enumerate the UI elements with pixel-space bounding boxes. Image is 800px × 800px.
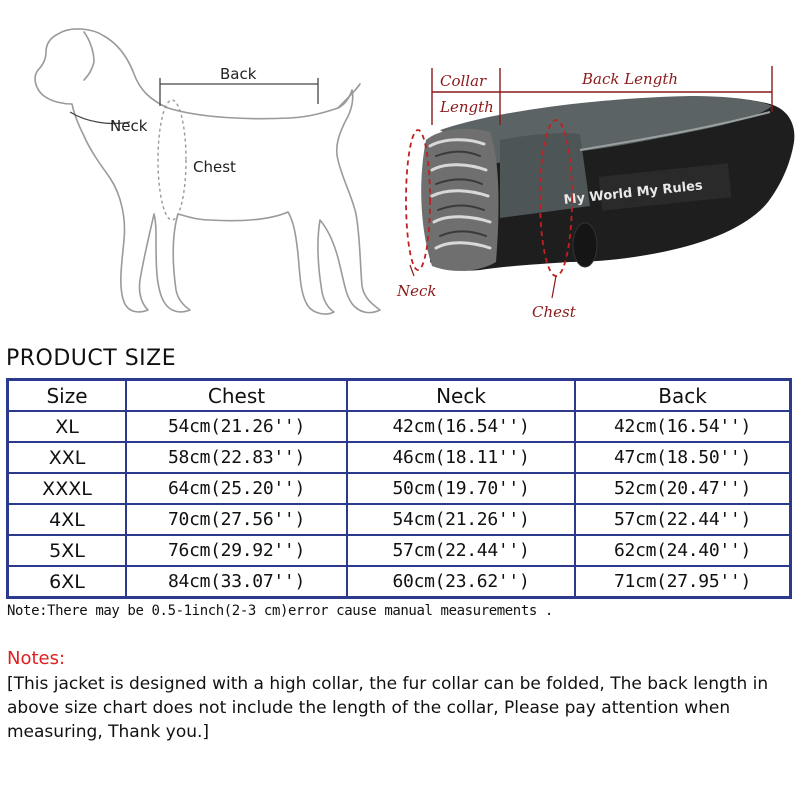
size-cell: 6XL — [8, 566, 127, 598]
measurement-diagram — [0, 0, 800, 340]
chest-cell: 70cm(27.56'') — [126, 504, 347, 535]
jacket-neck-label: Neck — [397, 282, 437, 300]
size-cell: 5XL — [8, 535, 127, 566]
size-table-header-row — [8, 380, 791, 412]
measurement-error-note: Note:There may be 0.5-1inch(2-3 cm)error cause manual measurements . — [7, 603, 553, 619]
chest-cell: 76cm(29.92'') — [126, 535, 347, 566]
jacket-chest-label: Chest — [532, 303, 576, 321]
table-row — [8, 411, 791, 442]
neck-cell: 42cm(16.54'') — [347, 411, 575, 442]
neck-cell: 50cm(19.70'') — [347, 473, 575, 504]
neck-cell: 57cm(22.44'') — [347, 535, 575, 566]
header-chest: Chest — [126, 380, 347, 412]
notes-body: [This jacket is designed with a high collar, the fur collar can be folded, The back length in above size chart does not include the length of the collar, Please pay attention when measuring, Thank you.] — [7, 674, 769, 742]
table-row — [8, 473, 791, 504]
size-cell: XXXL — [8, 473, 127, 504]
dog-chest-label: Chest — [193, 158, 236, 176]
chest-cell: 84cm(33.07'') — [126, 566, 347, 598]
dog-chest-measure-ring — [158, 100, 186, 220]
back-cell: 42cm(16.54'') — [575, 411, 791, 442]
size-cell: XL — [8, 411, 127, 442]
header-back: Back — [575, 380, 791, 412]
notes-title: Notes: — [7, 648, 66, 669]
chest-cell: 58cm(22.83'') — [126, 442, 347, 473]
back-cell: 47cm(18.50'') — [575, 442, 791, 473]
back-cell: 62cm(24.40'') — [575, 535, 791, 566]
back-cell: 57cm(22.44'') — [575, 504, 791, 535]
dog-jacket-illustration — [421, 96, 794, 271]
back-cell: 52cm(20.47'') — [575, 473, 791, 504]
neck-cell: 46cm(18.11'') — [347, 442, 575, 473]
back-length-label: Back Length — [582, 70, 679, 88]
chest-cell: 54cm(21.26'') — [126, 411, 347, 442]
table-row — [8, 442, 791, 473]
chest-cell: 64cm(25.20'') — [126, 473, 347, 504]
table-row — [8, 535, 791, 566]
header-size: Size — [8, 380, 127, 412]
size-table — [6, 378, 792, 599]
size-cell: 4XL — [8, 504, 127, 535]
back-cell: 71cm(27.95'') — [575, 566, 791, 598]
table-row — [8, 566, 791, 598]
table-row — [8, 504, 791, 535]
dog-back-label: Back — [220, 65, 257, 83]
size-cell: XXL — [8, 442, 127, 473]
neck-cell: 60cm(23.62'') — [347, 566, 575, 598]
neck-cell: 54cm(21.26'') — [347, 504, 575, 535]
dog-neck-label: Neck — [110, 117, 148, 135]
product-size-title: PRODUCT SIZE — [6, 346, 177, 371]
jacket-print-text: My World My Rules — [562, 178, 704, 208]
header-neck: Neck — [347, 380, 575, 412]
collar-label-line1: Collar — [440, 72, 487, 90]
collar-label-line2: Length — [440, 98, 494, 116]
